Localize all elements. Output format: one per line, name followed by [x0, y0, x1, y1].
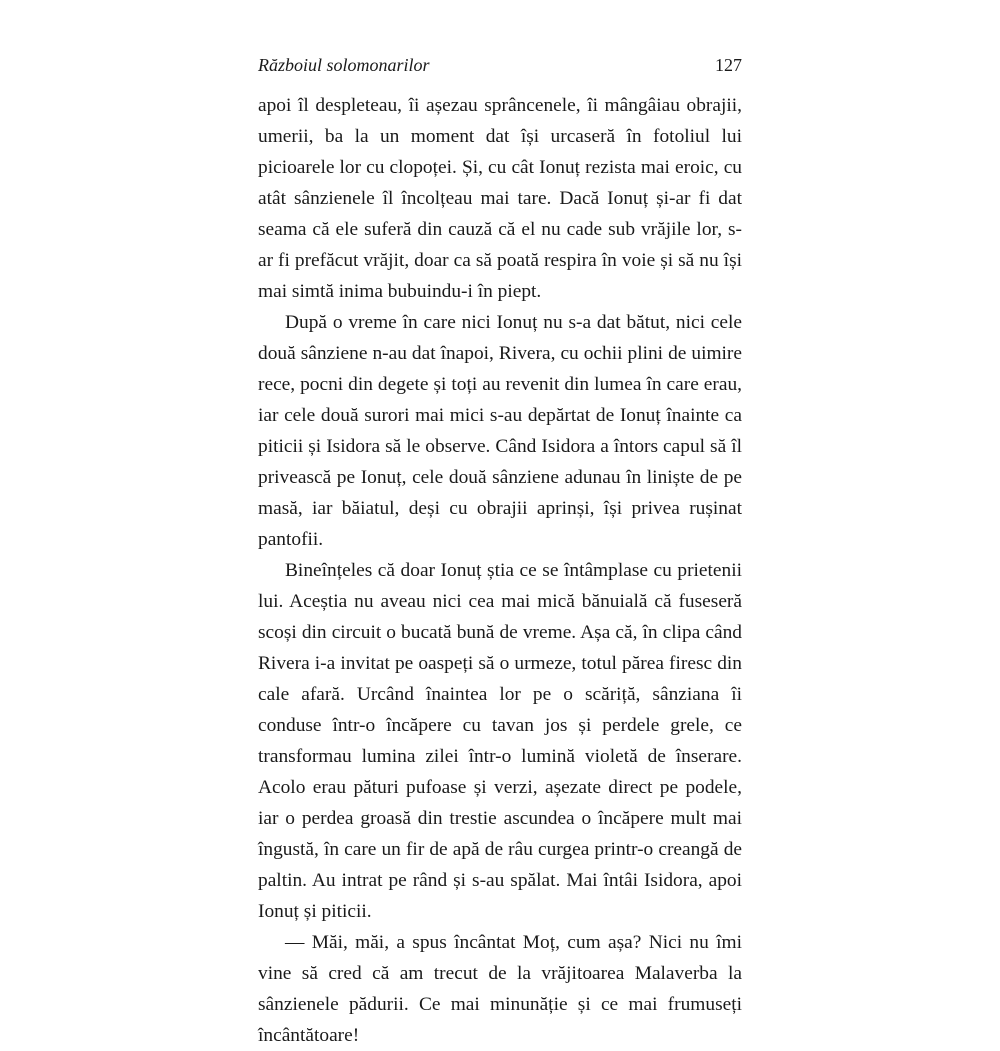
running-title: Războiul solomonarilor — [258, 55, 430, 75]
running-header — [258, 52, 742, 90]
book-page — [258, 52, 742, 1051]
paragraph-2: După o vreme în care nici Ionuț nu s-a dat bătut, nici cele două sânziene n-au dat înapoi, Rivera, cu ochii plini de uimire rece, pocni din degete și toți au revenit din lumea în care erau, iar cele două surori mai mici s-au depărtat de Ionuț înainte ca piticii și Isidora să le observe. Când Isidora a întors capul să îl privească pe Ionuț, cele două sânziene adunau în liniște de pe masă, iar băiatul, deși cu obrajii aprinși, își privea rușinat pantofii. — [258, 312, 742, 550]
body-text — [258, 90, 742, 1051]
page-number: 127 — [715, 55, 742, 75]
paragraph-1: apoi îl despleteau, îi așezau sprâncenele, îi mângâiau obrajii, umerii, ba la un moment dat își urcaseră în fotoliul lui picioarele lor cu clopoței. Și, cu cât Ionuț rezista mai eroic, cu atât sânzienele îl încolțeau mai tare. Dacă Ionuț și-ar fi dat seama că ele suferă din cauză că el nu cade sub vrăjile lor, s-ar fi prefăcut vrăjit, doar ca să poată respira în voie și să nu își mai simtă inima bubuindu-i în piept. — [258, 95, 742, 302]
paragraph-3: Bineînțeles că doar Ionuț știa ce se întâmplase cu prietenii lui. Aceștia nu aveau nici cea mai mică bănuială că fuseseră scoși din circuit o bucată bună de vreme. Așa că, în clipa când Rivera i-a invitat pe oaspeți să o urmeze, totul părea firesc din cale afară. Urcând înaintea lor pe o scăriță, sânziana îi conduse într-o încăpere cu tavan jos și perdele grele, ce transformau lumina zilei într-o lumină violetă de înserare. Acolo erau pături pufoase și verzi, așezate direct pe podele, iar o perdea groasă din trestie ascundea o încăpere mult mai îngustă, în care un fir de apă de râu curgea printr-o creangă de paltin. Au intrat pe rând și s-au spălat. Mai întâi Isidora, apoi Ionuț și piticii. — [258, 560, 742, 922]
paragraph-4-dialogue: — Măi, măi, a spus încântat Moț, cum așa? Nici nu îmi vine să cred că am trecut de la vrăjitoarea Malaverba la sânzienele pădurii. Ce mai minunăție și ce mai frumuseți încântătoare! — [258, 932, 742, 1046]
